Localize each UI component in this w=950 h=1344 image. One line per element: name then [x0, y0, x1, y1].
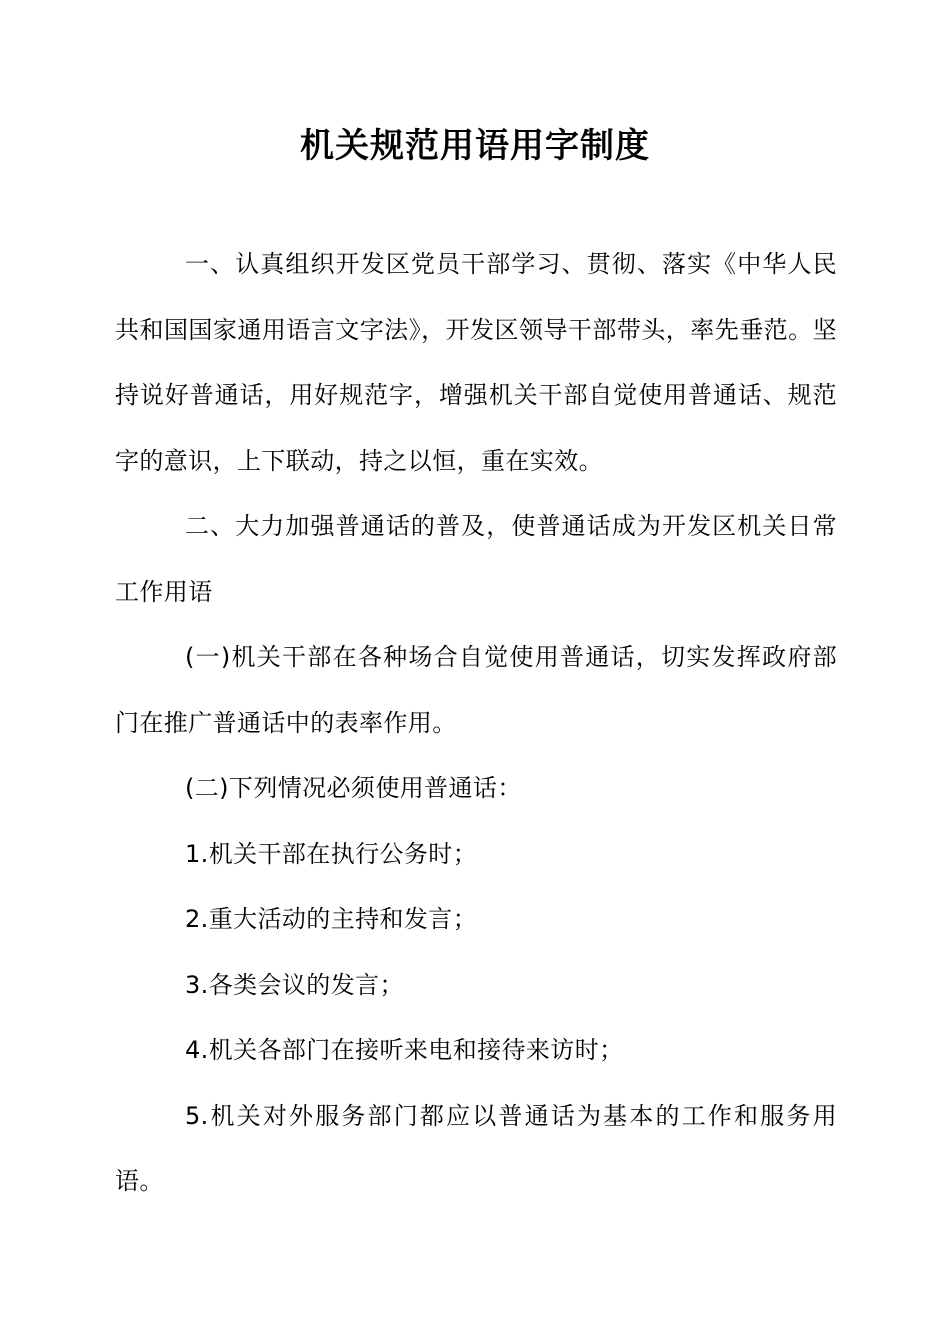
list-item-5: 5.机关对外服务部门都应以普通话为基本的工作和服务用语。	[115, 1101, 837, 1195]
list-item-3: 3.各类会议的发言；	[185, 970, 404, 999]
list-item-4: 4.机关各部门在接听来电和接待来访时；	[185, 1036, 624, 1064]
paragraph-section-2: 二、大力加强普通话的普及，使普通话成为开发区机关日常工作用语	[115, 512, 837, 606]
paragraph-subsection-2: (二)下列情况必须使用普通话：	[185, 774, 522, 802]
document-body	[115, 232, 837, 1215]
document-title: 机关规范用语用字制度	[300, 126, 650, 166]
paragraph-section-1: 一、认真组织开发区党员干部学习、贯彻、落实《中华人民共和国国家通用语言文字法》，开发区领导干部带头，率先垂范。坚持说好普通话，用好规范字，增强机关干部自觉使用普通话、规范字的意识，上下联动，持之以恒，重在实效。	[115, 250, 837, 475]
paragraph-subsection-1: (一)机关干部在各种场合自觉使用普通话，切实发挥政府部门在推广普通话中的表率作用。	[115, 643, 837, 737]
list-item-1: 1.机关干部在执行公务时；	[185, 839, 478, 868]
list-item-2: 2.重大活动的主持和发言；	[185, 905, 478, 933]
